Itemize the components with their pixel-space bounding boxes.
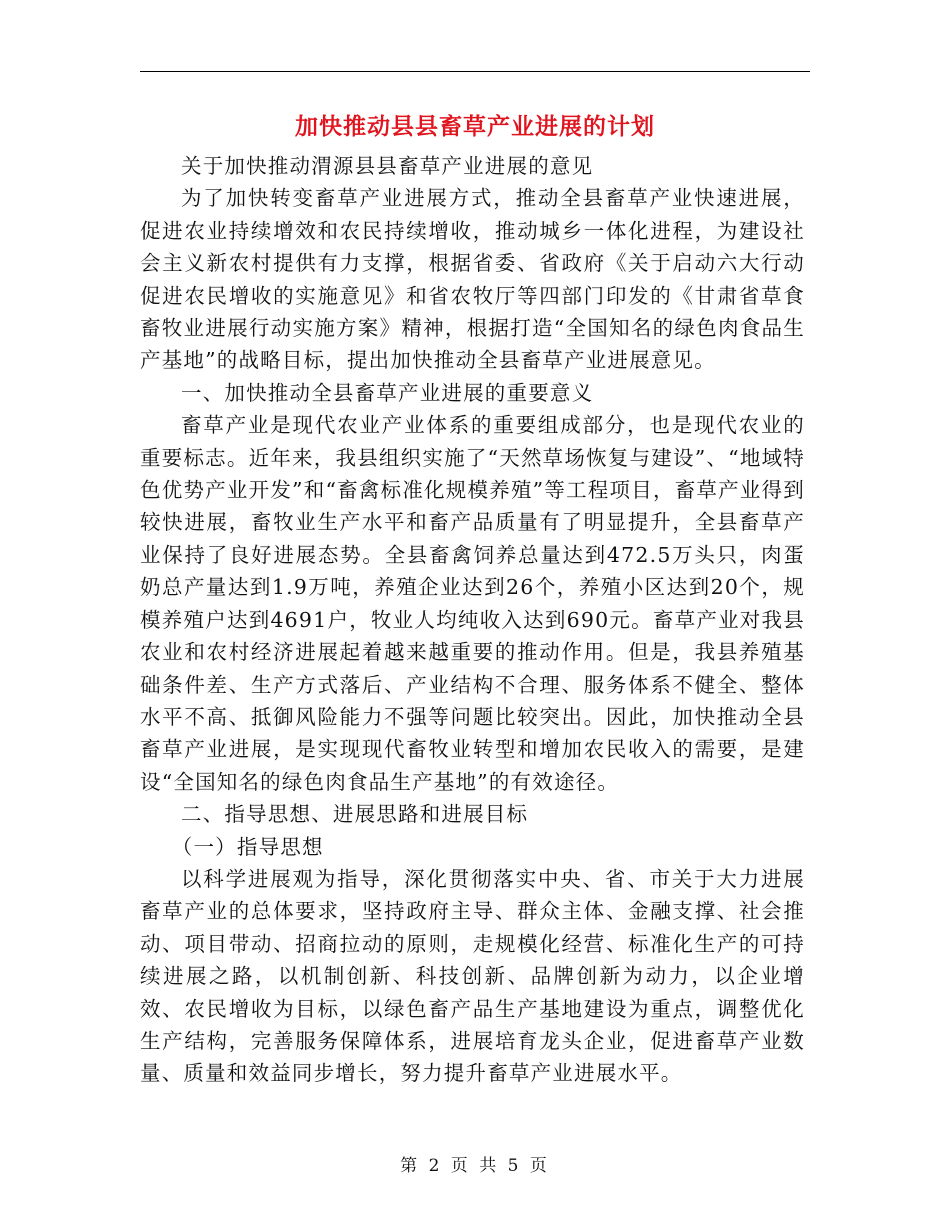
subsection-heading-guiding-ideology: （一）指导思想	[171, 834, 324, 859]
paragraph-guiding-ideology: 以科学进展观为指导，深化贯彻落实中央、省、市关于大力进展畜草产业的总体要求，坚持政府主导、群众主体、金融支撑、社会推动、项目带动、招商拉动的原则，走规模化经营、标准化生产的可持续进展之路，以机制创新、科技创新、品牌创新为动力，以企业增效、农民增收为目标，以绿色畜产品生产基地建设为重点，调整优化生产结构，完善服务保障体系，进展培育龙头企业，促进畜草产业数量、质量和效益同步增长，努力提升畜草产业进展水平。	[140, 866, 805, 1086]
header-rule	[140, 71, 810, 72]
section-heading-guidance: 二、指导思想、进展思路和进展目标	[181, 802, 529, 827]
paragraph-significance: 畜草产业是现代农业产业体系的重要组成部分，也是现代农业的重要标志。近年来，我县组织实施了“天然草场恢复与建设”、“地域特色优势产业开发”和“畜禽标准化规模养殖”等工程项目，畜草产业得到较快进展，畜牧业生产水平和畜产品质量有了明显提升，全县畜草产业保持了良好进展态势。全县畜禽饲养总量达到472.5万头只，肉蛋奶总产量达到1.9万吨，养殖企业达到26个，养殖小区达到20个，规模养殖户达到4691户，牧业人均纯收入达到690元。畜草产业对我县农业和农村经济进展起着越来越重要的推动作用。但是，我县养殖基础条件差、生产方式落后、产业结构不合理、服务体系不健全、整体水平不高、抵御风险能力不强等问题比较突出。因此，加快推动全县畜草产业进展，是实现现代畜牧业转型和增加农民收入的需要，是建设“全国知名的绿色肉食品生产基地”的有效途径。	[140, 413, 805, 794]
document-title: 加快推动县县畜草产业进展的计划	[295, 113, 655, 140]
paragraph-purpose: 为了加快转变畜草产业进展方式，推动全县畜草产业快速进展，促进农业持续增效和农民持续增收，推动城乡一体化进程，为建设社会主义新农村提供有力支撑，根据省委、省政府《关于启动六大行动促进农民增收的实施意见》和省农牧厅等四部门印发的《甘肃省草食畜牧业进展行动实施方案》精神，根据打造“全国知名的绿色肉食品生产基地”的战略目标，提出加快推动全县畜草产业进展意见。	[140, 186, 805, 373]
document-body	[140, 150, 805, 1090]
intro-line: 关于加快推动渭源县县畜草产业进展的意见	[181, 154, 594, 178]
section-heading-significance: 一、加快推动全县畜草产业进展的重要意义	[181, 380, 594, 405]
page-number: 第 2 页 共 5 页	[400, 1156, 550, 1176]
